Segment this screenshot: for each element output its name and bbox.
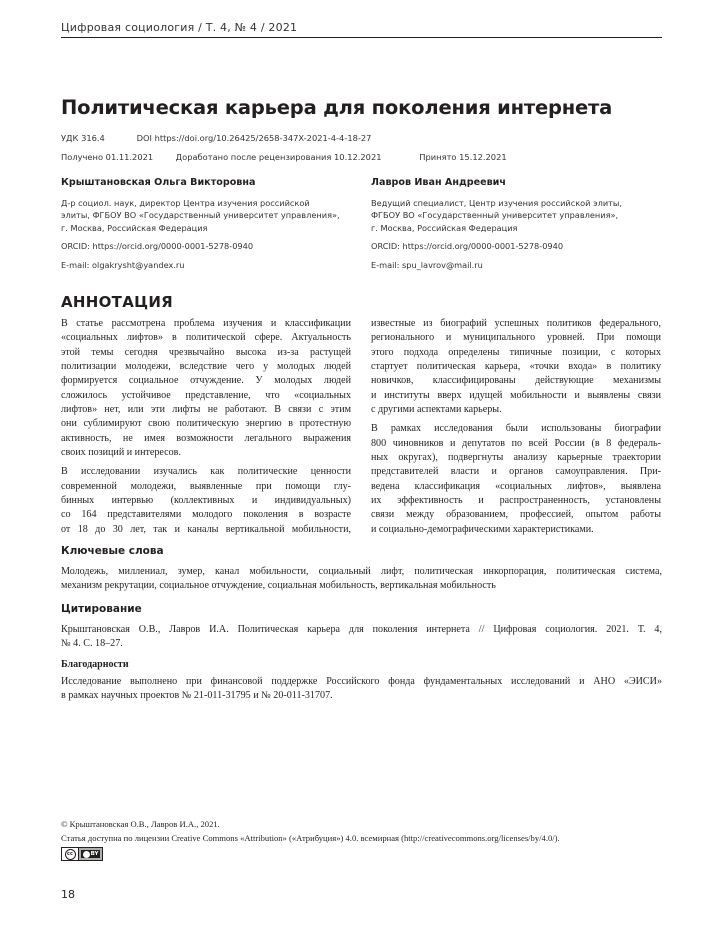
author-email[interactable]: E-mail: spu_lavrov@mail.ru	[371, 260, 483, 271]
page-number: 18	[61, 888, 75, 901]
citation-label: Цитирование	[61, 603, 142, 615]
keywords-text: Молодежь, миллениал, зумер, канал мобильности, социальный лифт, политическая инкорпорация, политическая система, механизм рекрутации, социальное отчуждение, социальная мобильность, вертикальная мобильность	[61, 566, 662, 592]
revised-date: Доработано после рецензирования 10.12.2021	[175, 152, 382, 162]
article-title: Политическая карьера для поколения интернета	[61, 96, 613, 119]
acknowledgements-text: Исследование выполнено при финансовой поддержке Российского фонда фундаментальных исследований и АНО «ЭИСИ» в рамках научных проектов № 21-011-31795 и № 20-011-31707.	[61, 676, 662, 702]
abstract-paragraph: В рамках исследования были использованы биографии 800 чиновников и депутатов по всей России (в 8 федераль- ных округах), подвергнуты анализу карьерные траектории представителей власти и органов самоуправления. При- ведена классификация «социальных лифтов», выявлена их эффективность и распространенность, установлены связи между образованием, профессией, опытом работы и социально-демографическими характеристиками.	[371, 423, 661, 535]
person-icon	[83, 851, 90, 858]
identifiers-row	[61, 133, 371, 143]
abstract-left-column	[61, 317, 351, 542]
header-rule	[61, 37, 662, 38]
received-date: Получено 01.11.2021	[61, 152, 154, 162]
author-affiliation: Ведущий специалист, Центр изучения российской элиты, ФГБОУ ВО «Государственный университет управления», г. Москва, Российская Федерация	[371, 198, 622, 233]
author-2	[371, 177, 661, 278]
cc-by-license-badge[interactable]	[61, 847, 103, 861]
copyright-notice: © Крыштановская О.В., Лавров И.А., 2021.	[61, 819, 220, 829]
license-notice[interactable]: Статья доступна по лицензии Creative Commons «Attribution» («Атрибуция») 4.0. всемирная (http://creativecommons.org/licenses/by/4.0/).	[61, 833, 560, 843]
attribution-icon: BY	[81, 850, 100, 858]
udk: УДК 316.4	[61, 133, 105, 143]
abstract-paragraph: известные из биографий успешных политиков федерального, регионального и муниципального уровней. При помощи этого подхода определены типичные позиции, с которых стартует политическая карьера, «точки входа» в политику новичков, классифицированы действующие механизмы и институты вверх идущей мобильности и выявлены связи с другими аспектами карьеры.	[371, 318, 661, 416]
doi-link[interactable]: DOI https://doi.org/10.26425/2658-347X-2021-4-4-18-27	[136, 133, 372, 143]
abstract-paragraph: В статье рассмотрена проблема изучения и классификации «социальных лифтов» в политической сфере. Актуальность этой темы сегодня чрезвычайно высока из-за растущей политизации молодежи, вследствие чего у молодых людей формируется социальное отчуждение. У молодых людей сложилось устойчивое представление, что «социальных лифтов» нет, или эти лифты не работают. В связи с этим они сублимируют свою политическую энергию в протестную активность, не имея возможности легального выражения своих позиций и интересов.	[61, 318, 351, 459]
citation-text: Крыштановская О.В., Лавров И.А. Политическая карьера для поколения интернета // Цифровая социология. 2021. Т. 4, № 4. С. 18–27.	[61, 624, 662, 650]
keywords-label: Ключевые слова	[61, 545, 164, 557]
dates-row	[61, 152, 507, 162]
accepted-date: Принято 15.12.2021	[419, 152, 507, 162]
author-orcid[interactable]: ORCID: https://orcid.org/0000-0001-5278-0940	[61, 241, 254, 252]
abstract-right-column	[371, 317, 661, 542]
abstract-heading: АННОТАЦИЯ	[61, 293, 174, 311]
author-name: Лавров Иван Андреевич	[371, 177, 506, 188]
author-affiliation: Д-р социол. наук, директор Центра изучения российской элиты, ФГБОУ ВО «Государственный университет управления», г. Москва, Российская Федерация	[61, 198, 340, 233]
author-1	[61, 177, 351, 278]
abstract-paragraph: В исследовании изучались как политические ценности современной молодежи, выявленные при помощи глу- бинных интервью (коллективных и индивидуальных) со 164 представителями молодого поколения в возрасте от 18 до 30 лет, так и каналы вертикальной мобильности,	[61, 466, 351, 535]
acknowledgements-label: Благодарности	[61, 659, 129, 670]
author-email[interactable]: E-mail: olgakrysht@yandex.ru	[61, 260, 185, 271]
creative-commons-icon: cc	[62, 848, 79, 860]
running-head: Цифровая социология / Т. 4, № 4 / 2021	[61, 21, 298, 34]
author-orcid[interactable]: ORCID: https://orcid.org/0000-0001-5278-0940	[371, 241, 564, 252]
author-name: Крыштановская Ольга Викторовна	[61, 177, 256, 188]
